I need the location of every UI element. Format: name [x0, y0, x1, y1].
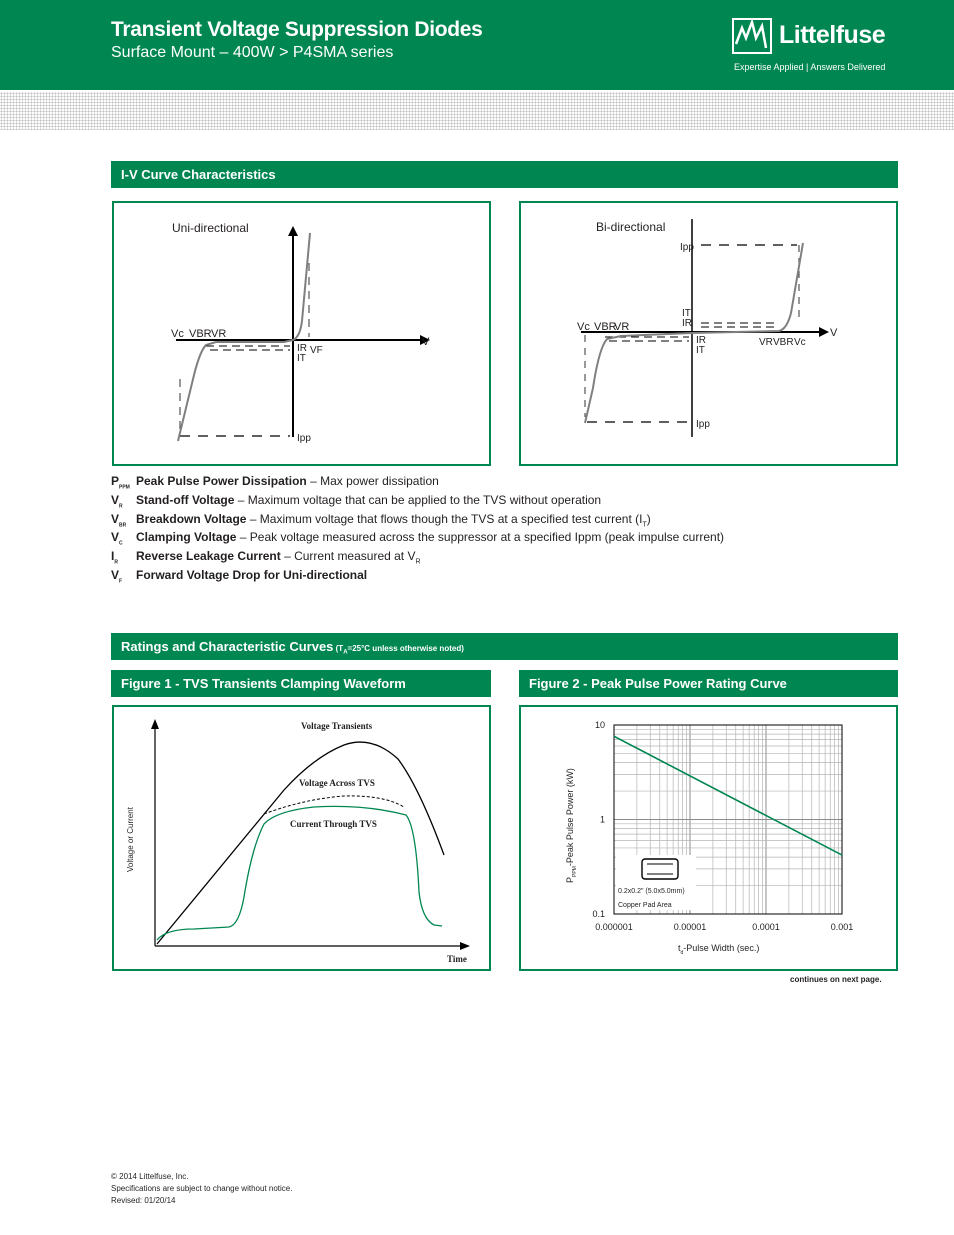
ratings-section-title: Ratings and Characteristic Curves: [121, 639, 334, 654]
fig1-title-bar: [111, 670, 491, 697]
bi-ipp-bottom-label: Ipp: [696, 419, 710, 430]
bi-x-arrow: [819, 327, 829, 337]
fig2-title-bar: [519, 670, 898, 697]
fig1-x-arrow: [460, 942, 470, 950]
ratings-section-note: ($T_A=25^\circ C$ unless otherwise noted): [333, 644, 464, 656]
brand-logo: [732, 18, 902, 78]
uni-it-label: IT: [297, 353, 306, 364]
fig2-y-label: $P_{PPM}$-Peak Pulse Power (kW): [565, 768, 578, 883]
bi-it-bottom-label: IT: [696, 345, 705, 356]
fig1-voltage-across-tvs-curve: [264, 796, 404, 814]
bi-vbr-right-label: VBR: [773, 337, 794, 348]
uni-y-arrow: [288, 226, 298, 236]
fig1-label-voltage-transients: Voltage Transients: [301, 721, 373, 731]
bi-directional-panel: [519, 201, 898, 466]
footer-copyright: © 2014 Littelfuse, Inc.: [111, 1172, 189, 1181]
fig2-panel: [519, 705, 898, 971]
fig2-series-line: [614, 736, 842, 855]
fig2-inset-dimension: 0.2x0.2" (5.0x5.0mm): [618, 888, 685, 895]
ratings-section-bar: [111, 633, 898, 660]
fig1-panel: [112, 705, 491, 971]
iv-section-bar: [111, 161, 898, 188]
uni-ipp-label: Ipp: [297, 433, 311, 444]
bi-vr-left-label: VR: [614, 321, 630, 333]
fig1-voltage-transient-curve: [157, 742, 444, 944]
bi-v-label: V: [830, 327, 838, 339]
fig1-label-voltage-across-tvs: Voltage Across TVS: [299, 778, 375, 788]
uni-ir-label: IR: [297, 343, 307, 354]
bi-ir-bottom-label: IR: [696, 335, 706, 346]
fig1-waveform: [114, 707, 489, 969]
bi-vbr-left-label: VBR: [594, 321, 617, 333]
bi-title: Bi-directional: [596, 220, 666, 234]
fig2-x-tick-label: 0.00001: [673, 922, 707, 932]
bi-ir-top-label: IR: [682, 318, 692, 329]
footer-revised: Revised: 01/20/14: [111, 1196, 176, 1205]
fig2-y-tick-label: 10: [594, 720, 605, 730]
fig1-y-label: Voltage or Current: [126, 807, 135, 872]
fig2-x-label: $t_d$-Pulse Width (sec.): [678, 943, 760, 956]
uni-title: Uni-directional: [172, 221, 249, 235]
uni-directional-panel: [112, 201, 491, 466]
bi-vc-left-label: Vc: [577, 321, 590, 333]
bi-ipp-top-label: Ipp: [680, 242, 694, 253]
fig2-y-tick-label: 1: [599, 814, 605, 825]
fig2-x-tick-label: 0.000001: [595, 922, 633, 932]
iv-section-title: I-V Curve Characteristics: [121, 167, 276, 182]
fig2-x-tick-label: 0.0001: [752, 922, 780, 932]
page-subtitle: Surface Mount – 400W > P4SMA series: [111, 44, 394, 61]
bi-vc-right-label: Vc: [794, 337, 806, 348]
bi-it-top-label: IT: [682, 308, 691, 319]
continues-note: continues on next page.: [790, 975, 882, 984]
fig2-pad-icon: [642, 859, 678, 879]
uni-vc-label: Vc: [171, 328, 184, 340]
fig1-label-current-through-tvs: Current Through TVS: [290, 819, 377, 829]
uni-vr-label: VR: [211, 328, 227, 340]
bi-directional-iv-curve: [521, 203, 896, 464]
bi-vr-right-label: VR: [759, 337, 773, 348]
fig1-x-label: Time: [447, 954, 467, 964]
fig1-title: Figure 1 - TVS Transients Clamping Waveform: [121, 676, 406, 691]
uni-vf-label: VF: [310, 345, 323, 356]
page-title: Transient Voltage Suppression Diodes: [111, 18, 483, 41]
fig1-y-arrow: [151, 719, 159, 729]
uni-v-label: V: [422, 336, 430, 348]
fig2-series: [614, 736, 842, 855]
fig2-x-tick-label: 0.001: [830, 922, 854, 932]
dotted-band: [0, 92, 954, 130]
page-header: [0, 0, 954, 90]
fig2-chart: [521, 707, 896, 969]
fig2-inset-caption: Copper Pad Area: [618, 902, 672, 909]
footer-notice: Specifications are subject to change without notice.: [111, 1184, 293, 1193]
page-footer: [111, 1171, 292, 1207]
littelfuse-logo-icon: [732, 18, 776, 56]
fig2-y-tick-label: 0.1: [592, 909, 605, 919]
logo-tagline: Expertise Applied | Answers Delivered: [734, 62, 886, 72]
uni-vbr-label: VBR: [189, 328, 212, 340]
uni-directional-iv-curve: [114, 203, 489, 464]
logo-wordmark: Littelfuse: [779, 21, 886, 49]
fig2-title: Figure 2 - Peak Pulse Power Rating Curve: [529, 676, 787, 691]
